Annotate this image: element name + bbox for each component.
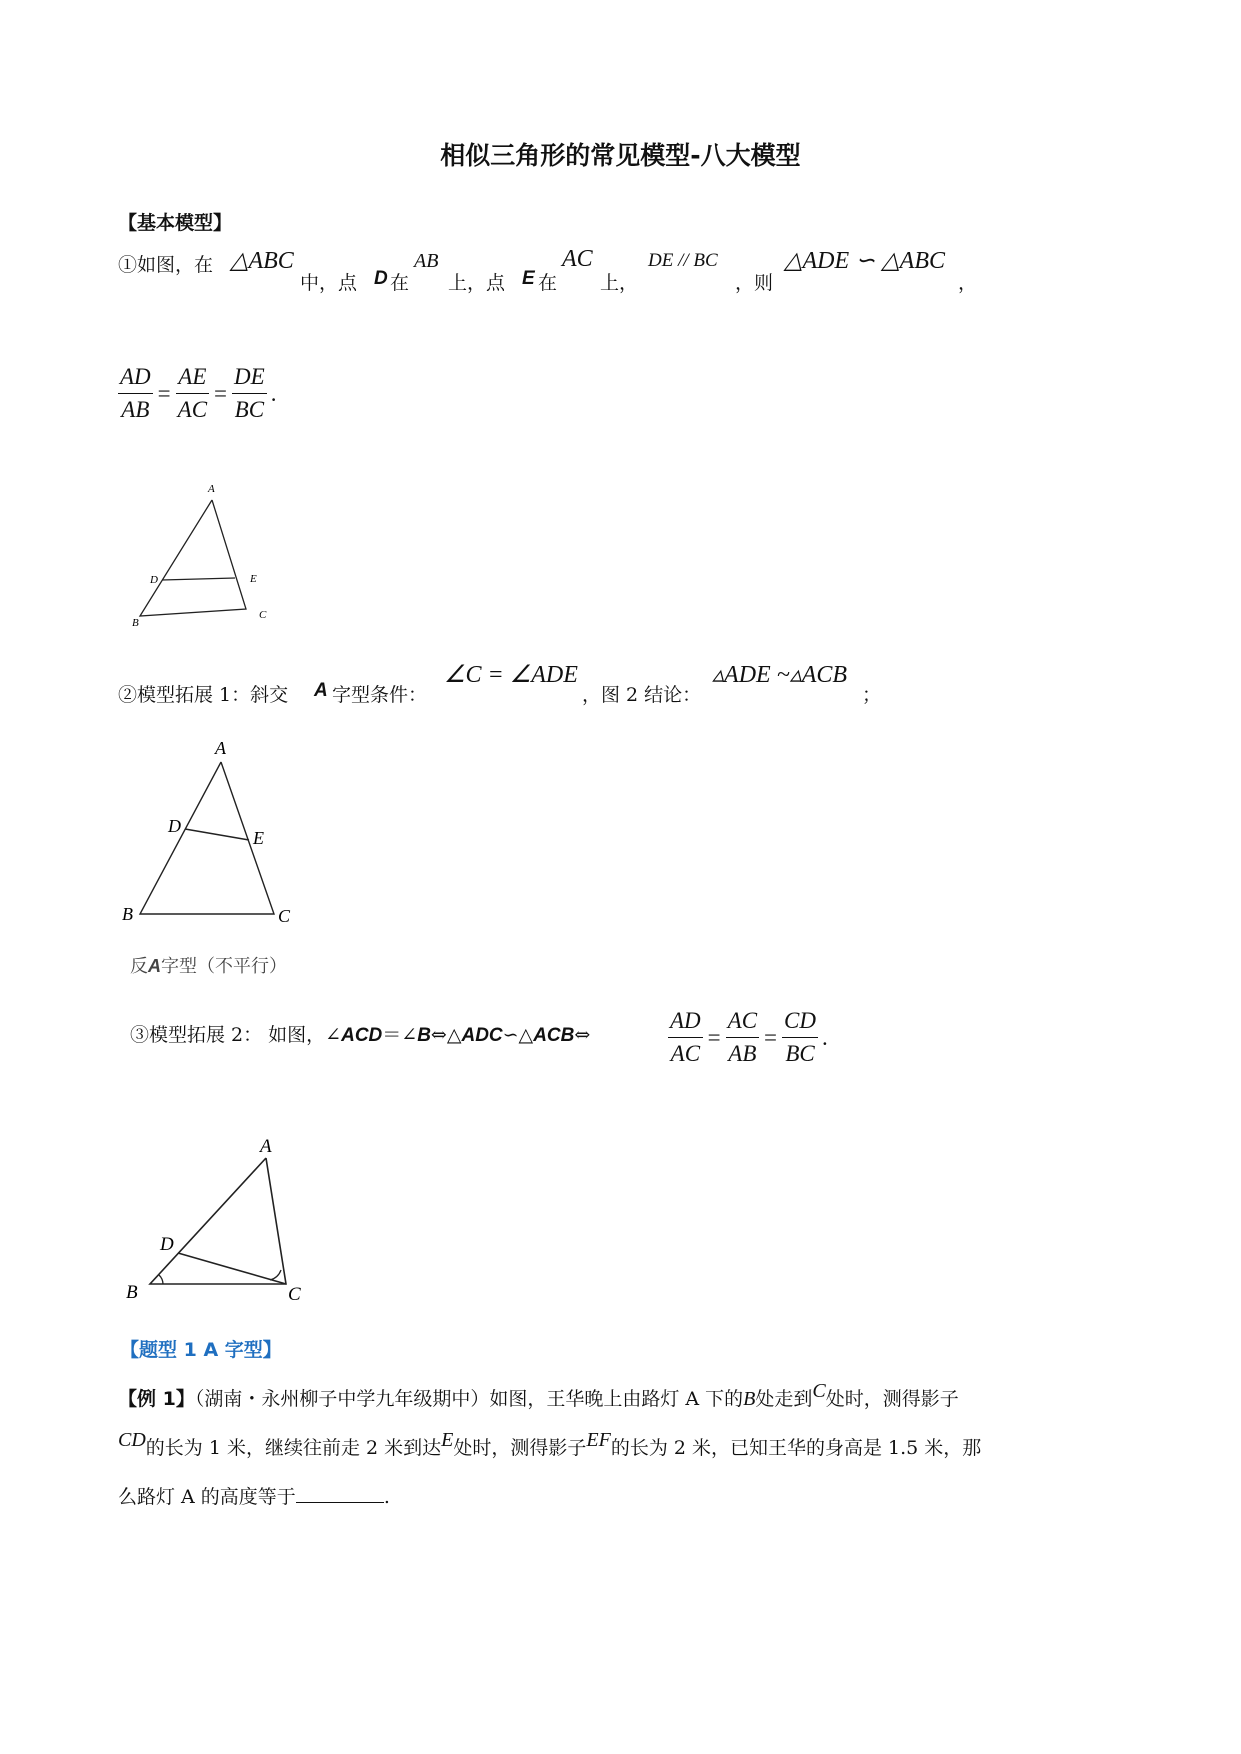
denominator: AC — [670, 1041, 701, 1066]
numerator: AD — [668, 1008, 703, 1038]
caption-text: 字型（不平行） — [161, 956, 287, 977]
example-text: 么路灯 A 的高度等于 — [118, 1486, 296, 1508]
item1-ratio — [118, 364, 281, 423]
fig1-label-b: B — [132, 617, 139, 629]
item3-angle-b: B — [417, 1025, 431, 1046]
answer-blank[interactable] — [296, 1484, 384, 1503]
example1-line1 — [118, 1380, 959, 1411]
example-segment-ef: EF — [586, 1429, 611, 1451]
fig2-label-b: B — [122, 904, 133, 924]
example1-line2 — [118, 1429, 982, 1460]
item1-text-4: 上，点 — [448, 272, 506, 294]
item2-text-3: ，图 2 结论： — [582, 684, 702, 706]
example-text: 处时，测得影子 — [453, 1437, 587, 1459]
example-point-b: B — [743, 1388, 756, 1410]
item2-letter-a: A — [314, 680, 328, 701]
example-segment-cd: CD — [118, 1429, 146, 1451]
item1-similar: △ADE ∽ △ABC — [784, 248, 946, 274]
fig3-label-c: C — [288, 1284, 301, 1305]
item3-text: ③模型拓展 2： 如图，∠ — [130, 1024, 342, 1046]
example-label: 【例 1】 — [118, 1388, 195, 1410]
figure-2-triangle — [118, 736, 318, 956]
fraction — [726, 1008, 759, 1067]
equals-sign: = — [707, 1024, 721, 1050]
item1-point-e: E — [522, 268, 535, 289]
example-text: 处走到 — [755, 1388, 813, 1410]
period: . — [270, 380, 277, 406]
item3-text: ⇔△ — [430, 1024, 462, 1046]
item3-ratio — [668, 1008, 833, 1067]
denominator: AB — [728, 1041, 757, 1066]
fig2-label-e: E — [253, 828, 264, 848]
caption-text: 反 — [130, 956, 148, 977]
item1-text-8: ， — [958, 272, 978, 294]
item3-triangle-adc: ADC — [461, 1025, 503, 1046]
numerator: AE — [176, 364, 209, 394]
example-point-c: C — [812, 1380, 826, 1402]
fig3-label-b: B — [126, 1282, 138, 1303]
item2-condition: ∠C = ∠ADE — [444, 662, 578, 688]
figure-1-triangle — [120, 478, 280, 638]
fraction — [176, 364, 209, 423]
fig1-label-e: E — [250, 573, 257, 585]
fig1-label-d: D — [150, 574, 158, 586]
example-text: 处时，测得影子 — [825, 1388, 959, 1410]
figure-3-triangle — [118, 1130, 328, 1310]
item2-conclusion: ▵ADE ~▵ACB — [712, 662, 848, 688]
item1-text-7: ，则 — [735, 272, 774, 294]
item2-text-4: ； — [862, 684, 882, 706]
item1-segment-ab: AB — [414, 250, 439, 272]
item1-text-2: 中，点 — [300, 272, 358, 294]
item2-text-1: ②模型拓展 1：斜交 — [118, 684, 289, 706]
item1-text-3: 在 — [390, 272, 410, 294]
item1-triangle-abc: △ABC — [230, 248, 294, 274]
numerator: AC — [726, 1008, 759, 1038]
fig2-label-a: A — [215, 738, 226, 758]
fig2-label-d: D — [168, 816, 181, 836]
denominator: AC — [177, 397, 208, 422]
equals-sign: = — [157, 380, 171, 406]
item2-text-2: 字型条件： — [332, 684, 428, 706]
page-title: 相似三角形的常见模型-八大模型 — [440, 141, 801, 170]
item1-parallel: DE // BC — [648, 250, 718, 271]
caption-letter: A — [148, 956, 161, 976]
fig1-label-a: A — [208, 483, 215, 495]
numerator: DE — [232, 364, 267, 394]
section-header-type1: 【题型 1 A 字型】 — [120, 1339, 282, 1361]
fig3-label-a: A — [260, 1136, 272, 1157]
example1-line3 — [118, 1482, 390, 1509]
equals-sign: = — [214, 380, 228, 406]
item1-segment-ac: AC — [562, 246, 593, 272]
item3-text: ⇔ — [574, 1024, 591, 1046]
fraction — [782, 1008, 818, 1067]
fig2-label-c: C — [278, 906, 291, 926]
item1-text-1: ①如图，在 — [118, 254, 214, 276]
denominator: BC — [785, 1041, 815, 1066]
denominator: AB — [121, 397, 150, 422]
example-text: （湖南・永州柳子中学九年级期中）如图，王华晚上由路灯 A 下的 — [194, 1388, 744, 1410]
item1-text-6: 上， — [600, 272, 639, 294]
numerator: CD — [782, 1008, 818, 1038]
equals-sign: = — [764, 1024, 778, 1050]
item3-text: ＝∠ — [382, 1024, 418, 1046]
item1-point-d: D — [374, 268, 388, 289]
example-text: . — [383, 1486, 390, 1508]
period: . — [821, 1024, 828, 1050]
section-header-basic: 【基本模型】 — [118, 212, 233, 234]
item1-text-5: 在 — [538, 272, 558, 294]
example-text: 的长为 2 米，已知王华的身高是 1.5 米，那 — [610, 1437, 982, 1459]
item3-triangle-acb: ACB — [533, 1025, 575, 1046]
item3-text: ∽△ — [502, 1024, 534, 1046]
denominator: BC — [234, 397, 265, 422]
fig3-label-d: D — [160, 1234, 174, 1255]
fraction — [232, 364, 267, 423]
example-text: 的长为 1 米，继续往前走 2 米到达 — [145, 1437, 442, 1459]
item3-angle-acd: ACD — [341, 1025, 383, 1046]
fig1-label-c: C — [259, 609, 267, 621]
numerator: AD — [118, 364, 153, 394]
example-point-e: E — [441, 1429, 454, 1451]
fraction — [118, 364, 153, 423]
figure-2-caption — [130, 952, 287, 978]
item3-line — [130, 1020, 590, 1047]
fraction — [668, 1008, 703, 1067]
